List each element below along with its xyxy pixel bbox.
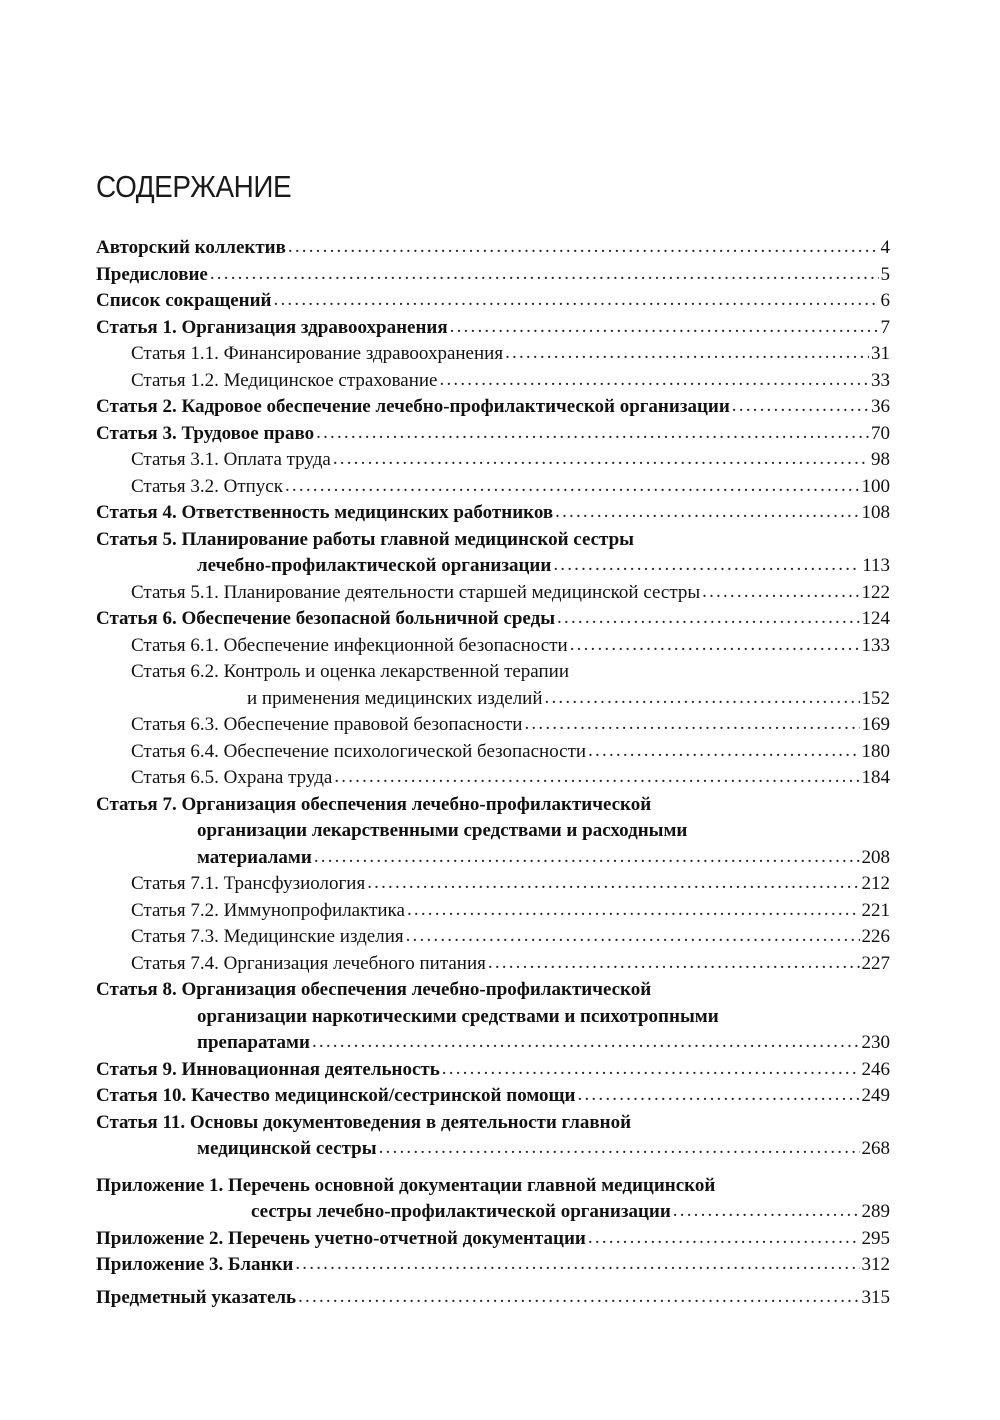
toc-subentry[interactable]: [96, 580, 890, 607]
toc-page-number: 227: [861, 952, 890, 974]
toc-subentry[interactable]: [96, 659, 890, 686]
leader-dots: [298, 1284, 859, 1311]
leader-dots: [732, 393, 869, 420]
toc-entry-title: Предметный указатель: [96, 1286, 297, 1308]
toc-page-number: 100: [861, 475, 890, 497]
leader-dots: [524, 711, 859, 738]
toc-page-number: 208: [861, 846, 890, 868]
toc-entry[interactable]: [96, 262, 890, 289]
leader-dots: [702, 579, 859, 606]
toc-entry-continuation[interactable]: [96, 818, 890, 845]
toc-entry-title: Статья 7.1. Трансфузиология: [131, 873, 366, 894]
toc-entry-title: Статья 5. Планирование работы главной медицинской сестры: [96, 528, 635, 550]
leader-dots: [334, 764, 859, 791]
toc-entry-title: Статья 1.1. Финансирование здравоохранения: [131, 343, 504, 364]
leader-dots: [545, 685, 860, 712]
page-title: СОДЕРЖАНИЕ: [96, 168, 292, 204]
toc-page-number: 295: [861, 1227, 890, 1249]
toc-subentry[interactable]: [96, 712, 890, 739]
toc-page-number: 152: [861, 687, 890, 709]
toc-entry[interactable]: [96, 235, 890, 262]
toc-entry[interactable]: [96, 1057, 890, 1084]
toc-entry[interactable]: [96, 792, 890, 819]
toc-page-number: 315: [861, 1286, 890, 1308]
leader-dots: [333, 446, 869, 473]
toc-page-number: 70: [871, 422, 890, 444]
leader-dots: [442, 1056, 860, 1083]
toc-entry[interactable]: [96, 527, 890, 554]
toc-entry-title: Статья 6.3. Обеспечение правовой безопасности: [131, 714, 523, 735]
leader-dots: [440, 367, 870, 394]
toc-appendix-entry[interactable]: [96, 1173, 890, 1200]
toc-page-number: 7: [880, 316, 890, 338]
leader-dots: [316, 420, 869, 447]
toc-entry-title: Приложение 2. Перечень учетно-отчетной документации: [96, 1227, 586, 1249]
leader-dots: [274, 287, 879, 314]
toc-entry-title: Статья 6.1. Обеспечение инфекционной безопасности: [131, 634, 568, 656]
toc-entry-continuation[interactable]: [96, 1136, 890, 1163]
leader-dots: [555, 499, 859, 526]
toc-page-number: 312: [861, 1254, 890, 1275]
toc-page-number: 249: [861, 1085, 890, 1106]
toc-page-number: 289: [861, 1201, 890, 1222]
toc-entry-title: Статья 6.4. Обеспечение психологической безопасности: [131, 740, 587, 762]
toc-page-number: 122: [861, 581, 890, 603]
toc-entry-title: Предисловие: [96, 263, 208, 285]
toc-entry-title: Статья 1. Организация здравоохранения: [96, 316, 448, 338]
toc-entry-title: Статья 10. Качество медицинской/сестринской помощи: [96, 1085, 576, 1106]
toc-entry-continuation[interactable]: [96, 1199, 890, 1226]
toc-appendix-entry[interactable]: [96, 1252, 890, 1279]
leader-dots: [367, 870, 859, 897]
toc-entry-title: Авторский коллектив: [96, 237, 286, 258]
toc-page-number: 6: [880, 290, 890, 311]
toc-entry-title: Статья 2. Кадровое обеспечение лечебно-профилактической организации: [96, 396, 730, 417]
toc-entry[interactable]: [96, 421, 890, 448]
toc-entry-title: Статья 3.2. Отпуск: [131, 475, 283, 497]
toc-page-number: 124: [861, 608, 890, 629]
leader-dots: [505, 340, 869, 367]
toc-entry-title: Статья 6. Обеспечение безопасной больничной среды: [96, 608, 556, 629]
toc-subentry[interactable]: [96, 633, 890, 660]
leader-dots: [557, 605, 859, 632]
toc-page-number: 113: [862, 555, 890, 576]
toc-page-number: 268: [861, 1138, 890, 1159]
toc-entry-title: препаратами: [197, 1032, 310, 1053]
toc-page-number: 31: [871, 343, 890, 364]
toc-entry-continuation[interactable]: [96, 1030, 890, 1057]
leader-dots: [314, 844, 860, 871]
toc-page-number: 180: [861, 740, 890, 762]
toc-entry[interactable]: [96, 500, 890, 527]
toc-entry-title: Список сокращений: [96, 290, 272, 311]
toc-page-number: 226: [861, 926, 890, 947]
leader-dots: [553, 552, 860, 579]
toc-entry[interactable]: [96, 1110, 890, 1137]
leader-dots: [379, 1135, 860, 1162]
toc-subentry[interactable]: [96, 951, 890, 978]
leader-dots: [288, 234, 879, 261]
toc-entry[interactable]: [96, 394, 890, 421]
toc-entry[interactable]: [96, 1083, 890, 1110]
toc-entry-title: Приложение 3. Бланки: [96, 1254, 294, 1275]
toc-subentry[interactable]: [96, 474, 890, 501]
toc-page-number: 98: [871, 449, 890, 470]
toc-entry[interactable]: [96, 977, 890, 1004]
toc-entry[interactable]: [96, 288, 890, 315]
toc-entry-title: организации наркотическими средствами и психотропными: [197, 1005, 719, 1027]
toc-entry-title: Статья 7. Организация обеспечения лечебно-профилактической: [96, 793, 652, 815]
toc-page-number: 33: [871, 369, 890, 391]
toc-entry-title: Приложение 1. Перечень основной документации главной медицинской: [96, 1174, 716, 1196]
toc-entry-title: медицинской сестры: [197, 1138, 377, 1159]
leader-dots: [407, 897, 860, 924]
toc-entry-title: Статья 9. Инновационная деятельность: [96, 1058, 440, 1080]
toc-subentry[interactable]: [96, 765, 890, 792]
toc-entry-title: Статья 11. Основы документоведения в деятельности главной: [96, 1111, 632, 1133]
toc-entry-title: сестры лечебно-профилактической организации: [251, 1201, 671, 1222]
toc-entry-title: Статья 5.1. Планирование деятельности старшей медицинской сестры: [131, 581, 701, 603]
leader-dots: [285, 473, 860, 500]
toc-page-number: 169: [861, 714, 890, 735]
toc-page-number: 4: [880, 237, 890, 258]
toc-subentry[interactable]: [96, 447, 890, 474]
toc-subentry[interactable]: [96, 898, 890, 925]
table-of-contents: [96, 235, 890, 1311]
toc-page-number: 108: [861, 502, 890, 523]
leader-dots: [406, 923, 860, 950]
toc-page-number: 133: [861, 634, 890, 656]
toc-subentry[interactable]: [96, 739, 890, 766]
leader-dots: [578, 1082, 860, 1109]
leader-dots: [588, 738, 859, 765]
toc-entry-title: Статья 7.3. Медицинские изделия: [131, 926, 404, 947]
toc-subentry-continuation[interactable]: [96, 686, 890, 713]
toc-page-number: 5: [880, 263, 890, 285]
toc-appendix-entry[interactable]: [96, 1226, 890, 1253]
toc-entry-title: Статья 7.2. Иммунопрофилактика: [131, 899, 405, 921]
toc-entry-continuation[interactable]: [96, 553, 890, 580]
toc-index-entry[interactable]: [96, 1285, 890, 1312]
toc-page-number: 246: [861, 1058, 890, 1080]
toc-entry-title: Статья 6.5. Охрана труда: [131, 767, 333, 788]
toc-subentry[interactable]: [96, 368, 890, 395]
toc-subentry[interactable]: [96, 341, 890, 368]
toc-entry-continuation[interactable]: [96, 845, 890, 872]
leader-dots: [295, 1251, 859, 1278]
toc-page-number: 221: [861, 899, 890, 921]
toc-subentry[interactable]: [96, 871, 890, 898]
toc-entry-title: лечебно-профилактической организации: [197, 555, 552, 576]
leader-dots: [312, 1029, 860, 1056]
leader-dots: [673, 1198, 860, 1225]
section-gap: [96, 1163, 890, 1173]
toc-page-number: 230: [861, 1032, 890, 1053]
toc-entry[interactable]: [96, 606, 890, 633]
toc-entry-title: организации лекарственными средствами и расходными: [197, 820, 688, 841]
toc-entry-title: Статья 7.4. Организация лечебного питания: [131, 952, 486, 974]
toc-entry-title: Статья 1.2. Медицинское страхование: [131, 369, 438, 391]
toc-entry-title: Статья 4. Ответственность медицинских работников: [96, 502, 554, 523]
toc-entry-title: Статья 3.1. Оплата труда: [131, 449, 331, 470]
toc-entry-title: и применения медицинских изделий: [247, 687, 543, 709]
toc-page-number: 36: [871, 396, 890, 417]
toc-entry-continuation[interactable]: [96, 1004, 890, 1031]
leader-dots: [570, 632, 860, 659]
leader-dots: [210, 261, 879, 288]
leader-dots: [588, 1225, 860, 1252]
toc-entry-title: Статья 8. Организация обеспечения лечебно-профилактической: [96, 979, 652, 1000]
toc-subentry[interactable]: [96, 924, 890, 951]
toc-entry[interactable]: [96, 315, 890, 342]
toc-entry-title: Статья 3. Трудовое право: [96, 422, 315, 444]
leader-dots: [488, 950, 860, 977]
toc-entry-title: Статья 6.2. Контроль и оценка лекарственной терапии: [131, 661, 569, 682]
toc-page-number: 212: [861, 873, 890, 894]
toc-page-number: 184: [861, 767, 890, 788]
leader-dots: [450, 314, 879, 341]
toc-entry-title: материалами: [197, 846, 312, 868]
